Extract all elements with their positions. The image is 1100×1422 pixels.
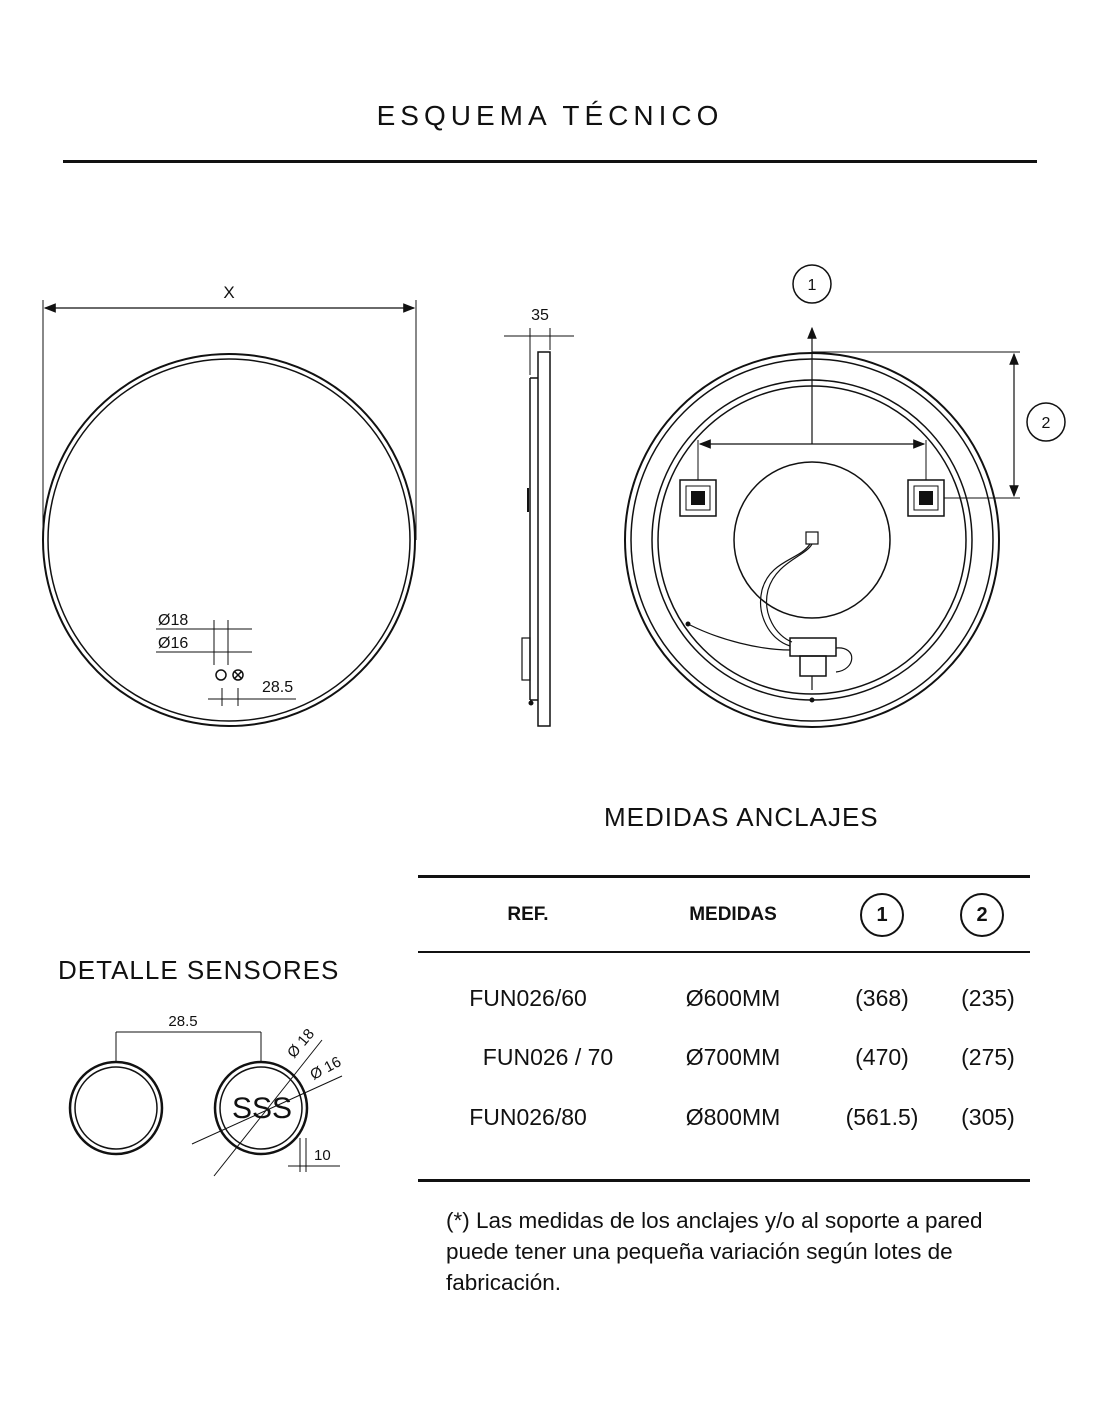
table-row [418, 1044, 1030, 1084]
side-depth-label: 35 [531, 307, 549, 324]
table-row [418, 1104, 1030, 1144]
sensor-dia-inner-label: Ø16 [158, 635, 189, 652]
callout-2-label: 2 [1041, 415, 1051, 432]
row-size: Ø700MM [685, 1044, 781, 1070]
sensors-title: DETALLE SENSORES [58, 955, 340, 985]
row-ref: FUN026/60 [469, 985, 587, 1011]
row-size: Ø800MM [685, 1104, 781, 1130]
page-title: ESQUEMA TÉCNICO [376, 100, 724, 131]
anchor-right [908, 480, 944, 516]
header-col1-badge: 1 [860, 893, 904, 937]
back-center-disc [734, 462, 890, 618]
front-width-label: X [223, 283, 235, 302]
sensor-depth-label: 10 [314, 1147, 331, 1164]
row-ref: FUN026 / 70 [482, 1044, 614, 1070]
front-view [43, 300, 416, 726]
sensor-dia-inner-label: Ø 16 [307, 1053, 345, 1084]
header-col2-badge: 2 [960, 893, 1004, 937]
sensor-offset-label: 28.5 [262, 679, 294, 696]
table-header [418, 878, 1030, 953]
anchors-title: MEDIDAS ANCLAJES [604, 802, 879, 832]
row-val1: (561.5) [845, 1104, 919, 1130]
sensor-dia-outer-label: Ø 18 [284, 1025, 318, 1062]
row-size: Ø600MM [685, 985, 781, 1011]
sensor-spacing-label: 28.5 [168, 1013, 198, 1030]
header-size: MEDIDAS [689, 904, 777, 925]
table-row [418, 985, 1030, 1025]
footnote: (*) Las medidas de los anclajes y/o al soporte a pared puede tener una pequeña variación según lotes de fabricación. [446, 1208, 983, 1295]
table-bottom-rule [418, 1179, 1030, 1182]
side-profile [538, 352, 550, 726]
callout-1-label: 1 [807, 277, 817, 294]
row-val2: (235) [961, 985, 1015, 1011]
sensor-ring-left-inner [75, 1067, 157, 1149]
row-val1: (368) [855, 985, 909, 1011]
header-ref: REF. [507, 904, 549, 925]
row-val2: (275) [961, 1044, 1015, 1070]
header-col1 [838, 878, 926, 951]
mirror-inner-circle [48, 359, 410, 721]
mirror-outer-circle [43, 354, 415, 726]
sensor-detail-drawing [40, 1000, 420, 1200]
row-val2: (305) [961, 1104, 1015, 1130]
sensor-left [216, 670, 226, 680]
sensor-module [806, 532, 818, 544]
back-view [625, 265, 1065, 727]
anchor-left [680, 480, 716, 516]
side-view [504, 328, 574, 726]
anchors-table [418, 875, 1030, 1130]
sensor-ring-left-outer [70, 1062, 162, 1154]
row-ref: FUN026/80 [469, 1104, 587, 1130]
driver-box [790, 638, 836, 656]
header-col2 [938, 878, 1026, 951]
sensor-symbol: SSS [231, 1092, 293, 1125]
row-val1: (470) [855, 1044, 909, 1070]
sensor-dia-outer-label: Ø18 [158, 612, 189, 629]
